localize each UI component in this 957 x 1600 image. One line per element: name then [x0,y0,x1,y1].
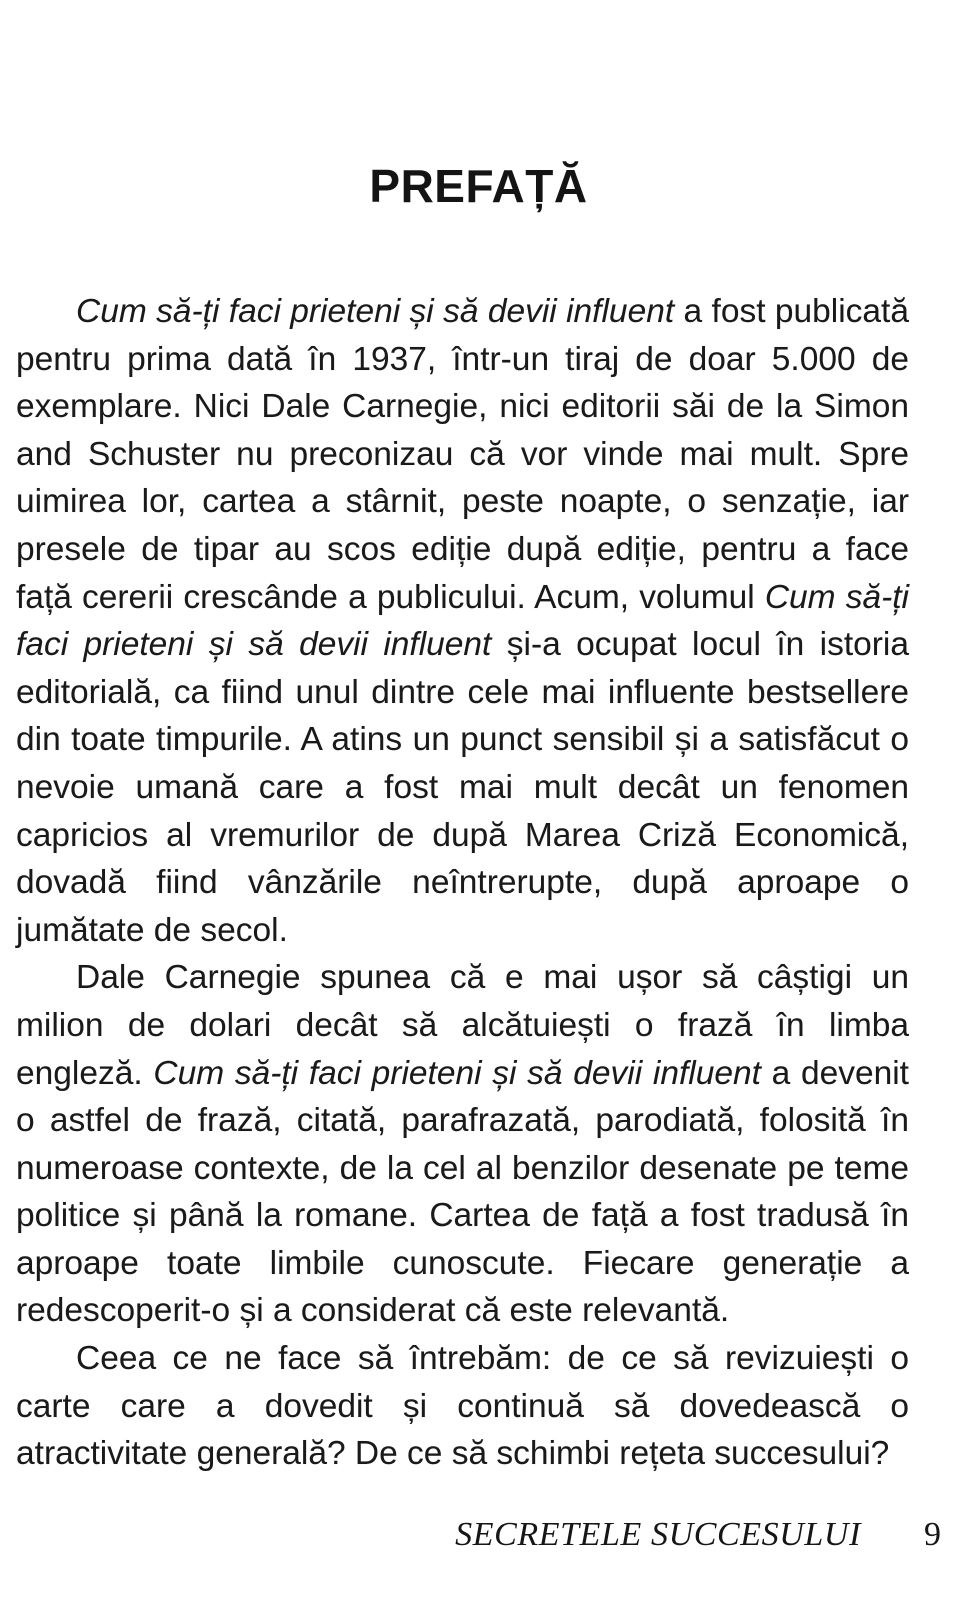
book-title-italic: Cum să-ți faci prieteni și să devii influent [76,293,675,330]
book-title-italic: Cum să-ți faci prieteni și să devii influent [16,578,909,664]
body-text-block [16,288,909,1478]
paragraph: Cum să-ți faci prieteni și să devii influent a fost publicată pentru prima dată în 1937, într-un tiraj de doar 5.000 de exemplare. Nici Dale Carnegie, nici editorii săi de la Simon and Schuster nu preconizau că vor vinde mai mult. Spre uimirea lor, cartea a stârnit, peste noapte, o senzație, iar presele de tipar au scos ediție după ediție, pentru a face față cererii crescânde a publicului. Acum, volumul Cum să-ți faci prieteni și să devii influent și-a ocupat locul în istoria editorială, ca fiind unul dintre cele mai influente bestsellere din toate timpurile. A atins un punct sensibil și a satisfăcut o nevoie umană care a fost mai mult decât un fenomen capricios al vremurilor de după Marea Criză Economică, dovadă fiind vânzările neîntrerupte, după aproape o jumătate de secol. [16,293,909,949]
paragraph: Dale Carnegie spunea că e mai ușor să câștigi un milion de dolari decât să alcătuiești o frază în limba engleză. Cum să-ți faci prieteni și să devii influent a devenit o astfel de frază, citată, parafrazată, parodiată, folosită în numeroase contexte, de la cel al benzilor desenate pe teme politice și până la romane. Cartea de față a fost tradusă în aproape toate limbile cunoscute. Fiecare generație a redescoperit-o și a considerat că este relevantă. [16,959,909,1330]
page-title: PREFAȚĂ [369,159,588,212]
paragraph: Ceea ce ne face să întrebăm: de ce să revizuiești o carte care a dovedit și continuă să dovedească o atractivitate generală? De ce să schimbi rețeta succesului? [16,1340,909,1473]
page-number: 9 [924,1516,941,1553]
book-title-italic: Cum să-ți faci prieteni și să devii influent [153,1054,761,1092]
page-footer [16,1516,941,1576]
running-head: SECRETELE SUCCESULUI [455,1516,861,1553]
